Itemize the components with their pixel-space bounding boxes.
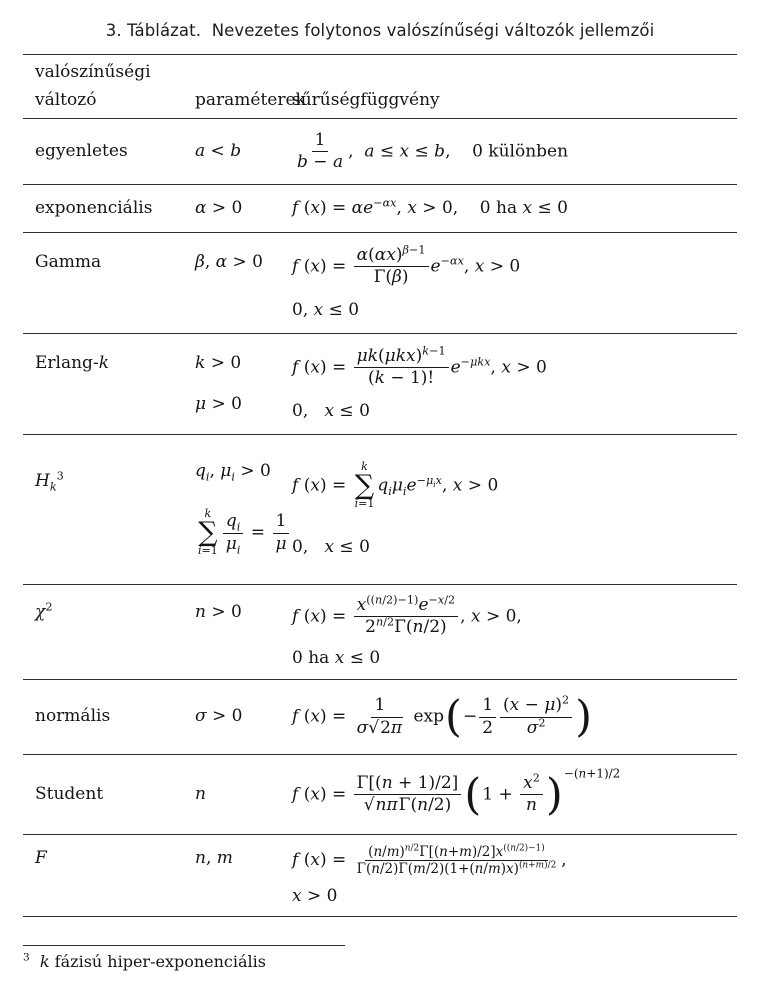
cell-line — [195, 641, 200, 662]
table-row-erlang-k — [23, 334, 737, 435]
cell-line: μ > 0 — [195, 393, 242, 414]
footnote — [23, 945, 345, 971]
parameters-cell — [195, 334, 292, 434]
distribution-name-cell — [35, 755, 195, 834]
distribution-name-cell — [35, 119, 195, 184]
density-cell — [292, 233, 737, 333]
table-row-normalis — [23, 680, 737, 755]
distribution-name-cell — [35, 185, 195, 232]
cell-line: f (x) = $\frac{1}{\sigma√2\pi}$ exp(− $\frac{1}{2}$ $\frac{(x - \mu)^2}{\sigma^2}$ ) — [292, 692, 593, 742]
parameters-cell — [195, 680, 292, 754]
cell-line: $\frac{1}{b - a}$ , a ≤ x ≤ b, 0 különben — [297, 129, 569, 172]
table-row-hiper-exponencialis — [23, 435, 737, 585]
table-row-f-eloszlas — [23, 835, 737, 917]
distribution-name-cell — [35, 680, 195, 754]
table-row-gamma — [23, 233, 737, 334]
density-cell — [292, 755, 737, 834]
cell-line — [195, 882, 200, 903]
cell-line — [35, 293, 40, 314]
density-cell — [292, 435, 737, 584]
cell-line: változó — [35, 89, 97, 110]
cell-line: f (x) = $\frac{\mu k(\mu kx)^{k-1}}{(k - 1)!}$ $e^{-\mu kx}$, x > 0 — [292, 344, 547, 388]
cell-line: valószínűségi — [35, 61, 151, 82]
distribution-name-cell — [35, 334, 195, 434]
cell-line: k > 0 — [195, 353, 242, 374]
cell-line: 0, x ≤ 0 — [292, 300, 360, 320]
cell-line: f (x) = $\frac{\Gamma[(n + 1)/2]}{\text{√nπΓ(n/2)}}$ (1 + $\frac{x^2}{n}$ )$^{-(n+1)/2}$ — [292, 766, 621, 820]
parameters-cell — [195, 835, 292, 916]
parameters-cell — [195, 585, 292, 679]
parameters-cell — [195, 55, 306, 118]
cell-line: exponenciális — [35, 197, 153, 218]
cell-line — [35, 882, 40, 903]
cell-line — [195, 62, 200, 83]
parameters-cell — [195, 233, 292, 333]
cell-line: f (x) = $\frac{(n/m)^{n/2}\Gamma[(n+m)/2]x^{((n/2)-1)}}{\Gamma(n/2)\Gamma(m/2)(1+(n/m)x)^{(n+m)/2}}$ , — [292, 843, 567, 877]
cell-line: a < b — [195, 140, 242, 161]
cell-line: k ∑ i=1 $\frac{q_i}{\mu_i}$ = $\frac{1}{\mu}$ — [195, 508, 292, 558]
cell-line: F — [35, 847, 47, 868]
cell-line: normális — [35, 706, 111, 727]
cell-line: n — [195, 783, 206, 804]
cell-line: f (x) = $\frac{x^{((n/2)-1)}e^{-x/2}}{2^{n/2}\Gamma(n/2)}$ , x > 0, — [292, 593, 522, 637]
cell-line — [35, 641, 40, 662]
distribution-name-cell — [35, 233, 195, 333]
cell-line: $\chi^2$ — [35, 600, 53, 623]
cell-line: $q_i$, $\mu_i > 0$ — [195, 460, 271, 484]
table-row-egyenletes — [23, 119, 737, 185]
distribution-name-cell — [35, 55, 195, 118]
cell-line — [35, 527, 40, 548]
cell-line: 0 ha x ≤ 0 — [292, 648, 381, 668]
cell-line: β, α > 0 — [195, 252, 263, 273]
table-header-row — [23, 55, 737, 119]
cell-line: 0, x ≤ 0 — [292, 401, 370, 421]
density-cell — [292, 585, 737, 679]
density-cell — [292, 680, 737, 754]
distribution-name-cell — [35, 835, 195, 916]
cell-line — [195, 293, 200, 314]
cell-line: n > 0 — [195, 602, 242, 623]
cell-line — [35, 394, 40, 415]
cell-line: Gamma — [35, 252, 102, 273]
cell-line: x > 0 — [292, 885, 338, 906]
cell-line: σ > 0 — [195, 706, 243, 727]
cell-line: n, m — [195, 847, 233, 868]
density-cell — [292, 185, 737, 232]
cell-line: f (x) = $\frac{\alpha(\alpha x)^{\beta-1}}{\Gamma(\beta)}$ $e^{-\alpha x}$, x > 0 — [292, 243, 521, 287]
density-cell — [292, 835, 737, 916]
cell-line — [292, 62, 297, 83]
cell-line: Erlang-k — [35, 353, 109, 374]
parameters-cell — [195, 435, 292, 584]
table-caption: 3. Táblázat. Nevezetes folytonos valószínűségi változók jellemzői — [105, 21, 655, 40]
density-cell — [292, 119, 737, 184]
parameters-cell — [195, 755, 292, 834]
parameters-cell — [195, 119, 292, 184]
cell-line: f (x) = k ∑ i=1 $q_i\mu_ie^{-\mu_ix}$, x > 0 — [292, 459, 499, 511]
cell-line: sűrűségfüggvény — [292, 89, 440, 110]
parameters-cell — [195, 185, 292, 232]
density-table — [23, 54, 737, 917]
table-row-chi-squared — [23, 585, 737, 680]
table-row-student — [23, 755, 737, 835]
cell-line: egyenletes — [35, 140, 128, 161]
cell-line: α > 0 — [195, 197, 243, 218]
cell-line: $H_k^3$ — [35, 468, 64, 493]
distribution-name-cell — [35, 435, 195, 584]
cell-line: 0, x ≤ 0 — [292, 536, 370, 557]
table-row-exponencialis — [23, 185, 737, 233]
cell-line: paraméterek — [195, 89, 306, 110]
distribution-name-cell — [35, 585, 195, 679]
cell-line: f $(x) = \alpha e^{-\alpha x}$, x > 0, 0 ha x ≤ 0 — [292, 196, 568, 218]
density-cell — [292, 334, 737, 434]
cell-line: Student — [35, 783, 104, 804]
density-cell — [292, 55, 737, 118]
footnote-text: $^3$ k fázisú hiper-exponenciális — [23, 951, 266, 971]
